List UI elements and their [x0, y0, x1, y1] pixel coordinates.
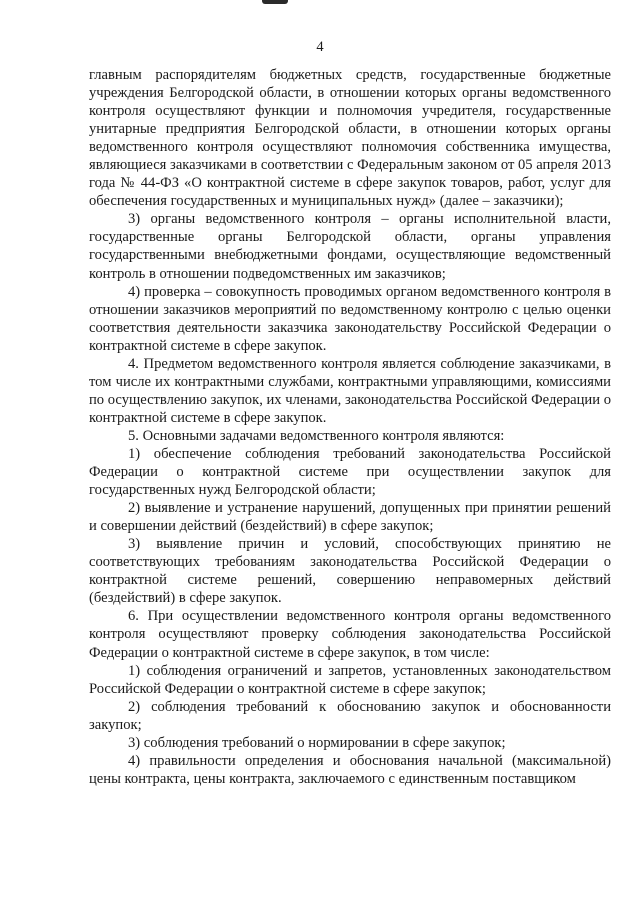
paragraph-section-6-item-3: 3) соблюдения требований о нормировании в сфере закупок;	[128, 734, 506, 751]
paragraph-section-5-heading: 5. Основными задачами ведомственного контроля являются:	[128, 427, 505, 444]
document-body	[89, 66, 611, 788]
scan-mark	[262, 0, 288, 4]
paragraph-section-6-heading: 6. При осуществлении ведомственного контроля органы ведомственного контроля осуществляют проверку соблюдения законодательства Российской Федерации о контрактной системе в сфере закупок, в том числе:	[89, 608, 611, 661]
paragraph-section-5-item-2: 2) выявление и устранение нарушений, допущенных при принятии решений и совершении действий (бездействий) в сфере закупок;	[89, 500, 611, 535]
paragraph-item-4-inspection: 4) проверка – совокупность проводимых органом ведомственного контроля в отношении заказчиков мероприятий по ведомственному контролю с целью оценки соответствия деятельности заказчика законодательству Российской Федерации о контрактной системе в сфере закупок.	[89, 283, 611, 354]
paragraph-section-5-item-3: 3) выявление причин и условий, способствующих принятию не соответствующих требованиям законодательства Российской Федерации о контрактной системе решений, совершению неправомерных действий (бездействий) в сфере закупок.	[89, 536, 611, 607]
paragraph-section-5-item-1: 1) обеспечение соблюдения требований законодательства Российской Федерации о контрактной системе при осуществлении закупок для государственных нужд Белгородской области;	[89, 445, 611, 499]
paragraph-continuation: главным распорядителям бюджетных средств, государственные бюджетные учреждения Белгородской области, в отношении которых органы ведомственного контроля осуществляют функции и полномочия учредителя, государственные унитарные предприятия Белгородской области, в отношении которых органы ведомственного контроля осуществляют полномочия собственника имущества, являющиеся заказчиками в соответствии с Федеральным законом от 05 апреля 2013 года № 44-ФЗ «О контрактной системе в сфере закупок товаров, работ, услуг для обеспечения государственных и муниципальных нужд» (далее – заказчики);	[89, 67, 611, 210]
paragraph-section-6-item-2: 2) соблюдения требований к обоснованию закупок и обоснованности закупок;	[89, 698, 611, 733]
paragraph-section-6-item-1: 1) соблюдения ограничений и запретов, установленных законодательством Российской Федерации о контрактной системе в сфере закупок;	[89, 662, 611, 697]
paragraph-section-4-subject: 4. Предметом ведомственного контроля является соблюдение заказчиками, в том числе их контрактными службами, контрактными управляющими, комиссиями по осуществлению закупок, их членами, законодательства Российской Федерации о контрактной системе в сфере закупок.	[89, 355, 611, 426]
page-number: 4	[316, 39, 324, 55]
paragraph-section-6-item-4: 4) правильности определения и обоснования начальной (максимальной) цены контракта, цены контракта, заключаемого с единственным поставщиком	[89, 752, 611, 787]
paragraph-item-3-control-bodies: 3) органы ведомственного контроля – органы исполнительной власти, государственные органы Белгородской области, органы управления государственными внебюджетными фондами, осуществляющие ведомственный контроль в отношении подведомственных им заказчиков;	[89, 211, 611, 282]
